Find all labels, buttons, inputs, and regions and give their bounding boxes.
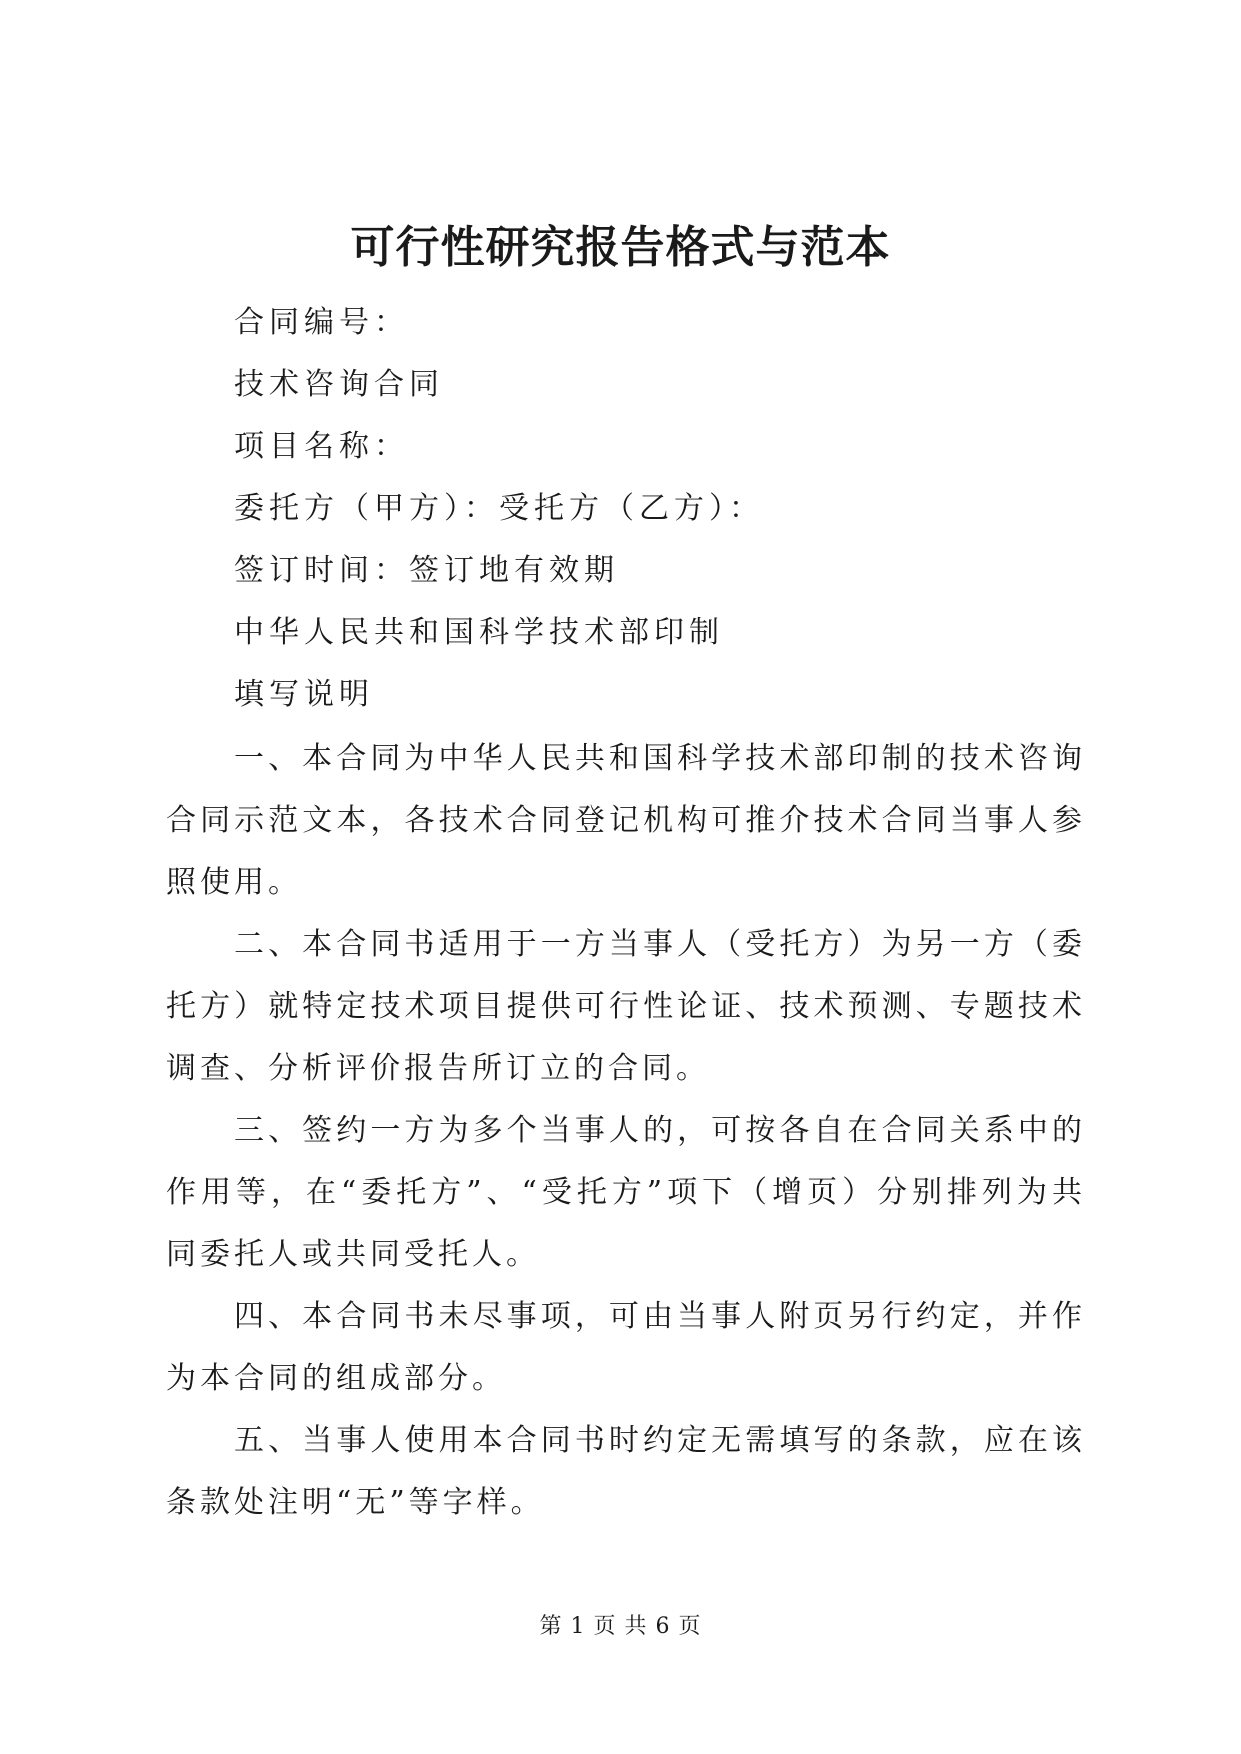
instruction-paragraph-4: 四、本合同书未尽事项，可由当事人附页另行约定，并作为本合同的组成部分。 <box>166 1299 1086 1396</box>
instructions-heading: 填写说明 <box>234 677 374 712</box>
contract-type-label: 技术咨询合同 <box>234 367 444 402</box>
signing-info-field: 签订时间：签订地有效期 <box>234 553 619 588</box>
contract-number-field: 合同编号： <box>234 305 409 340</box>
project-name-field: 项目名称： <box>234 429 409 464</box>
parties-field: 委托方（甲方）：受托方（乙方）： <box>234 491 764 526</box>
instruction-paragraph-1: 一、本合同为中华人民共和国科学技术部印制的技术咨询合同示范文本，各技术合同登记机构可推介技术合同当事人参照使用。 <box>166 741 1086 900</box>
instruction-paragraph-2: 二、本合同书适用于一方当事人（受托方）为另一方（委托方）就特定技术项目提供可行性论证、技术预测、专题技术调查、分析评价报告所订立的合同。 <box>166 927 1086 1086</box>
instruction-paragraph-3: 三、签约一方为多个当事人的，可按各自在合同关系中的作用等，在“委托方”、“受托方”项下（增页）分别排列为共同委托人或共同受托人。 <box>166 1113 1086 1272</box>
document-title: 可行性研究报告格式与范本 <box>350 222 891 273</box>
instruction-paragraph-5: 五、当事人使用本合同书时约定无需填写的条款，应在该条款处注明“无”等字样。 <box>166 1423 1086 1520</box>
issuer-line: 中华人民共和国科学技术部印制 <box>234 615 724 650</box>
page-number-footer: 第 1 页 共 6 页 <box>539 1614 702 1639</box>
